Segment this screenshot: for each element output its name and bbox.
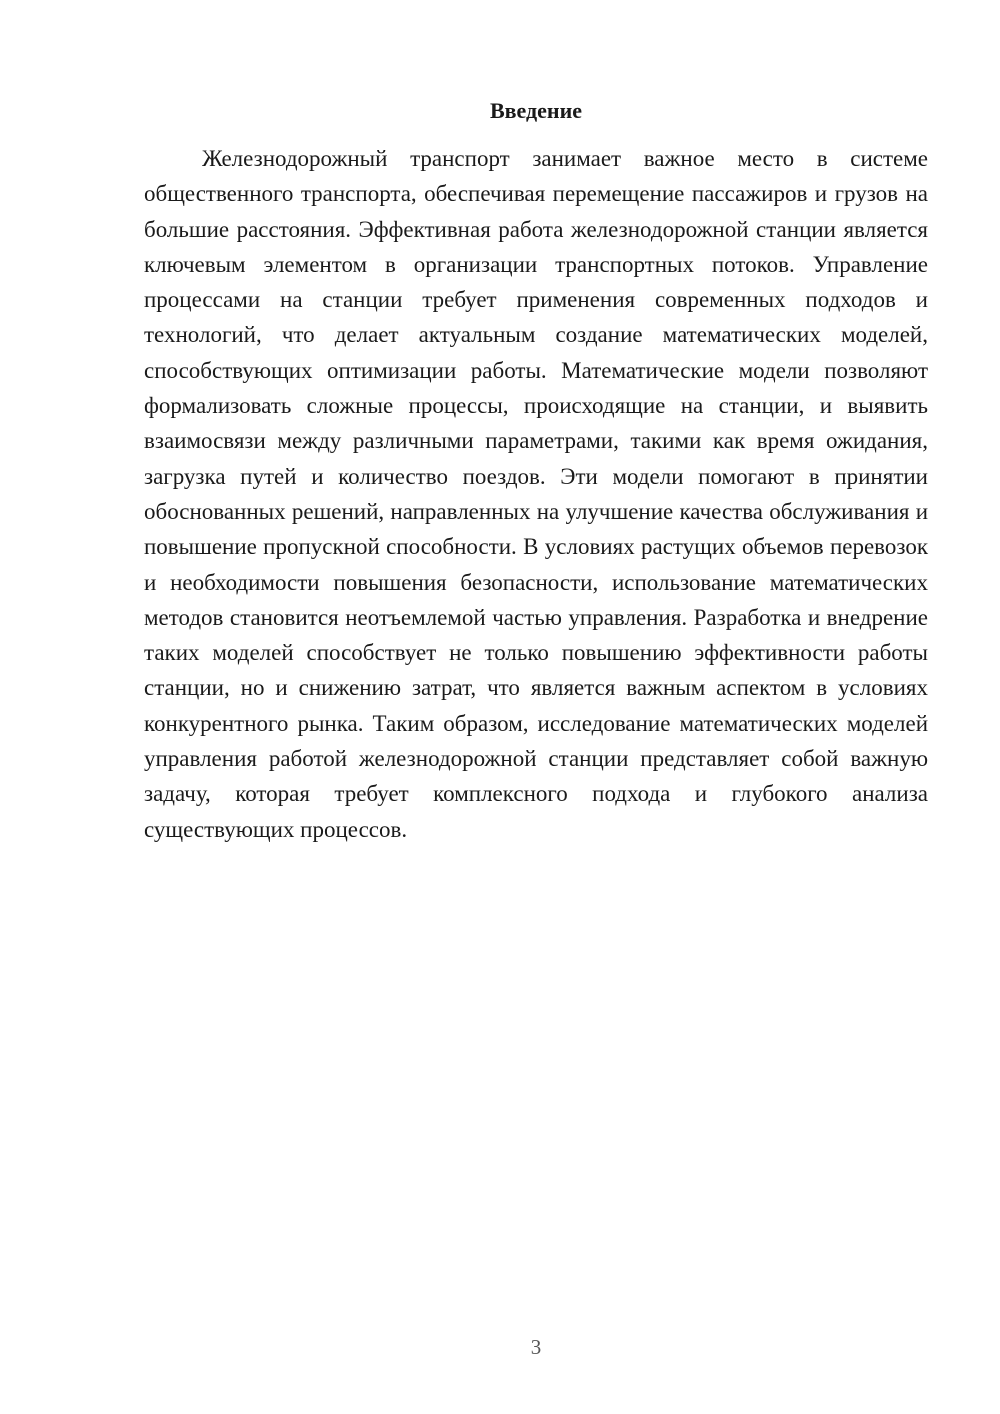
page-number: 3 bbox=[530, 1335, 542, 1359]
body-paragraph: Железнодорожный транспорт занимает важное место в системе общественного транспорта, обеспечивая перемещение пассажиров и грузов на большие расстояния. Эффективная работа железнодорожной станции является ключевым элементом в организации транспортных потоков. Управление процессами на станции требует применения современных подходов и технологий, что делает актуальным создание математических моделей, способствующих оптимизации работы. Математические модели позволяют формализовать сложные процессы, происходящие на станции, и выявить взаимосвязи между различными параметрами, такими как время ожидания, загрузка путей и количество поездов. Эти модели помогают в принятии обоснованных решений, направленных на улучшение качества обслуживания и повышение пропускной способности. В условиях растущих объемов перевозок и необходимости повышения безопасности, использование математических методов становится неотъемлемой частью управления. Разработка и внедрение таких моделей способствует не только повышению эффективности работы станции, но и снижению затрат, что является важным аспектом в условиях конкурентного рынка. Таким образом, исследование математических моделей управления работой железнодорожной станции представляет собой важную задачу, которая требует комплексного подхода и глубокого анализа существующих процессов. bbox=[144, 146, 928, 842]
section-heading: Введение bbox=[489, 98, 583, 123]
